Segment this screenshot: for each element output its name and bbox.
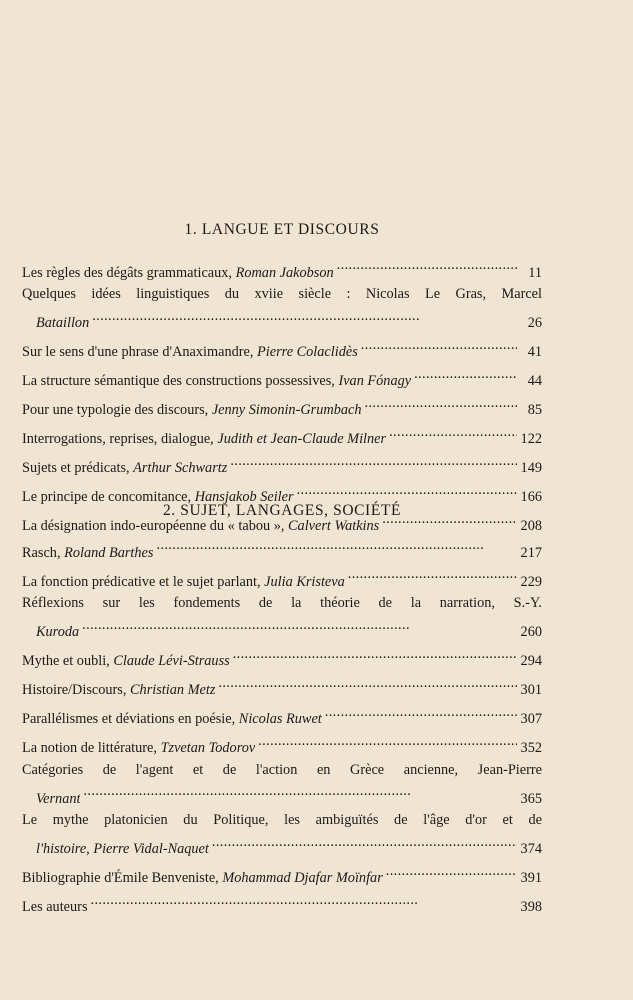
entry-continuation: Kuroda (36, 624, 80, 640)
dot-leader (230, 451, 517, 473)
entry-author: Nicolas Ruwet (238, 711, 322, 727)
entry-author: Claude Lévi-Strauss (113, 653, 230, 669)
entry-author: Roland Barthes (64, 544, 154, 561)
entry-author: Ivan Fónagy (338, 373, 412, 389)
dot-leader (361, 335, 517, 357)
entry-text: Bibliographie d'Émile Benveniste, (22, 870, 223, 886)
page-number: 365 (520, 790, 542, 807)
page-number: 11 (528, 264, 542, 281)
entry-continuation: Bataillon (36, 315, 90, 331)
entry-title (22, 897, 88, 919)
dot-leader (258, 731, 517, 753)
page-number: 44 (527, 373, 542, 389)
entry-title (22, 400, 362, 422)
toc-entry (22, 810, 542, 861)
dot-leader (233, 644, 517, 666)
entry-title (22, 263, 334, 285)
entry-author: Jenny Simonin-Grumbach (211, 402, 362, 418)
dot-leader (337, 255, 517, 277)
dot-leader (91, 890, 517, 912)
entry-author: Roman Jakobson (235, 264, 334, 281)
toc-entry (22, 890, 542, 919)
entry-continuation: Vernant (36, 790, 81, 807)
entry-title (22, 543, 153, 565)
dot-leader (212, 832, 517, 854)
entry-text: Sujets et prédicats, (22, 460, 134, 476)
entry-title-line: Catégories de l'agent et de l'action en Grèce ancienne, Jean-Pierre (22, 761, 542, 778)
toc-entry (22, 760, 542, 811)
entry-title (22, 342, 358, 364)
entry-author: Pierre Colaclidès (257, 344, 358, 360)
dot-leader (386, 861, 517, 883)
section-entries (22, 255, 542, 538)
page-number: 391 (520, 870, 542, 886)
entry-author: Judith et Jean-Claude Milner (217, 431, 387, 447)
entry-title-line: Le mythe platonicien du Politique, les ambiguïtés de l'âge d'or et de (22, 812, 542, 828)
toc-entry (22, 702, 542, 731)
toc-entry (22, 673, 542, 702)
entry-text: La désignation indo-européenne du « tabou », (22, 518, 289, 534)
page-number: 85 (527, 402, 542, 418)
page-number: 166 (520, 489, 542, 505)
toc-entry (22, 861, 542, 890)
entry-title (22, 429, 386, 451)
dot-leader (82, 615, 517, 637)
entry-author: Arthur Schwartz (133, 460, 228, 476)
entry-text: Pour une typologie des discours, (22, 402, 212, 418)
entry-title (22, 709, 322, 731)
toc-entry (22, 422, 542, 451)
entry-author: Mohammad Djafar Moïnfar (222, 870, 383, 886)
entry-author: Julia Kristeva (264, 573, 345, 590)
toc-entry (22, 564, 542, 593)
entry-text: Histoire/Discours, (22, 682, 131, 698)
toc-entry (22, 284, 542, 335)
dot-leader (218, 673, 517, 695)
entry-title (22, 572, 345, 594)
section-title: 2. SUJET, LANGAGES, SOCIÉTÉ (162, 502, 402, 519)
page-number: 208 (520, 518, 542, 534)
entry-text: Le principe de concomitance, (22, 489, 195, 505)
entry-text: Parallélismes et déviations en poésie, (22, 711, 239, 727)
entry-text: La notion de littérature, (22, 740, 161, 756)
section-entries (22, 535, 542, 919)
page-number: 26 (527, 315, 542, 331)
section-title: 1. LANGUE ET DISCOURS (184, 221, 380, 238)
toc-entry (22, 364, 542, 393)
toc-entry (22, 393, 542, 422)
page-number: 229 (520, 573, 542, 590)
page-number: 260 (520, 624, 542, 640)
page-number: 307 (520, 711, 542, 727)
page-number: 122 (520, 431, 542, 447)
entry-text: Les règles des dégâts grammaticaux, (22, 264, 236, 281)
entry-title-line: Quelques idées linguistiques du xviie siècle : Nicolas Le Gras, Marcel (22, 286, 542, 302)
entry-title (22, 868, 383, 890)
dot-leader (297, 480, 517, 502)
entry-title-line: Réflexions sur les fondements de la théorie de la narration, S.-Y. (22, 595, 542, 611)
entry-text: Mythe et oubli, (22, 653, 114, 669)
page-number: 352 (520, 740, 542, 756)
page-number: 149 (520, 460, 542, 476)
toc-entry (22, 731, 542, 760)
entry-title (22, 680, 215, 702)
page-number: 294 (520, 653, 542, 669)
entry-author: Calvert Watkins (288, 518, 380, 534)
entry-text: La fonction prédicative et le sujet parlant, (22, 573, 265, 590)
toc-entry (22, 644, 542, 673)
toc-entry (22, 593, 542, 644)
page-number: 217 (520, 544, 542, 561)
dot-leader (414, 364, 517, 386)
entry-text: Sur le sens d'une phrase d'Anaximandre, (22, 344, 258, 360)
entry-text: La structure sémantique des constructions possessives, (22, 373, 339, 389)
page-number: 301 (520, 682, 542, 698)
entry-title (22, 651, 230, 673)
dot-leader (365, 393, 518, 415)
toc-entry (22, 335, 542, 364)
dot-leader (92, 306, 517, 328)
dot-leader (389, 422, 517, 444)
dot-leader (348, 564, 517, 586)
entry-text: Interrogations, reprises, dialogue, (22, 431, 218, 447)
toc-entry (22, 451, 542, 480)
dot-leader (325, 702, 517, 724)
dot-leader (83, 781, 517, 803)
entry-author: Christian Metz (130, 682, 216, 698)
page-number: 374 (520, 841, 542, 857)
toc-entry (22, 255, 542, 284)
page-number: 398 (520, 899, 542, 915)
dot-leader (156, 535, 517, 557)
entry-title (22, 458, 227, 480)
entry-title (22, 371, 411, 393)
entry-text: Les auteurs (22, 899, 88, 915)
page-number: 41 (527, 344, 542, 360)
entry-author: Tzvetan Todorov (160, 740, 256, 756)
entry-title (22, 738, 255, 760)
entry-text: Rasch, (22, 544, 65, 561)
entry-author: Hansjakob Seiler (194, 489, 294, 505)
toc-entry (22, 535, 542, 564)
entry-continuation: l'histoire, Pierre Vidal-Naquet (36, 841, 209, 857)
